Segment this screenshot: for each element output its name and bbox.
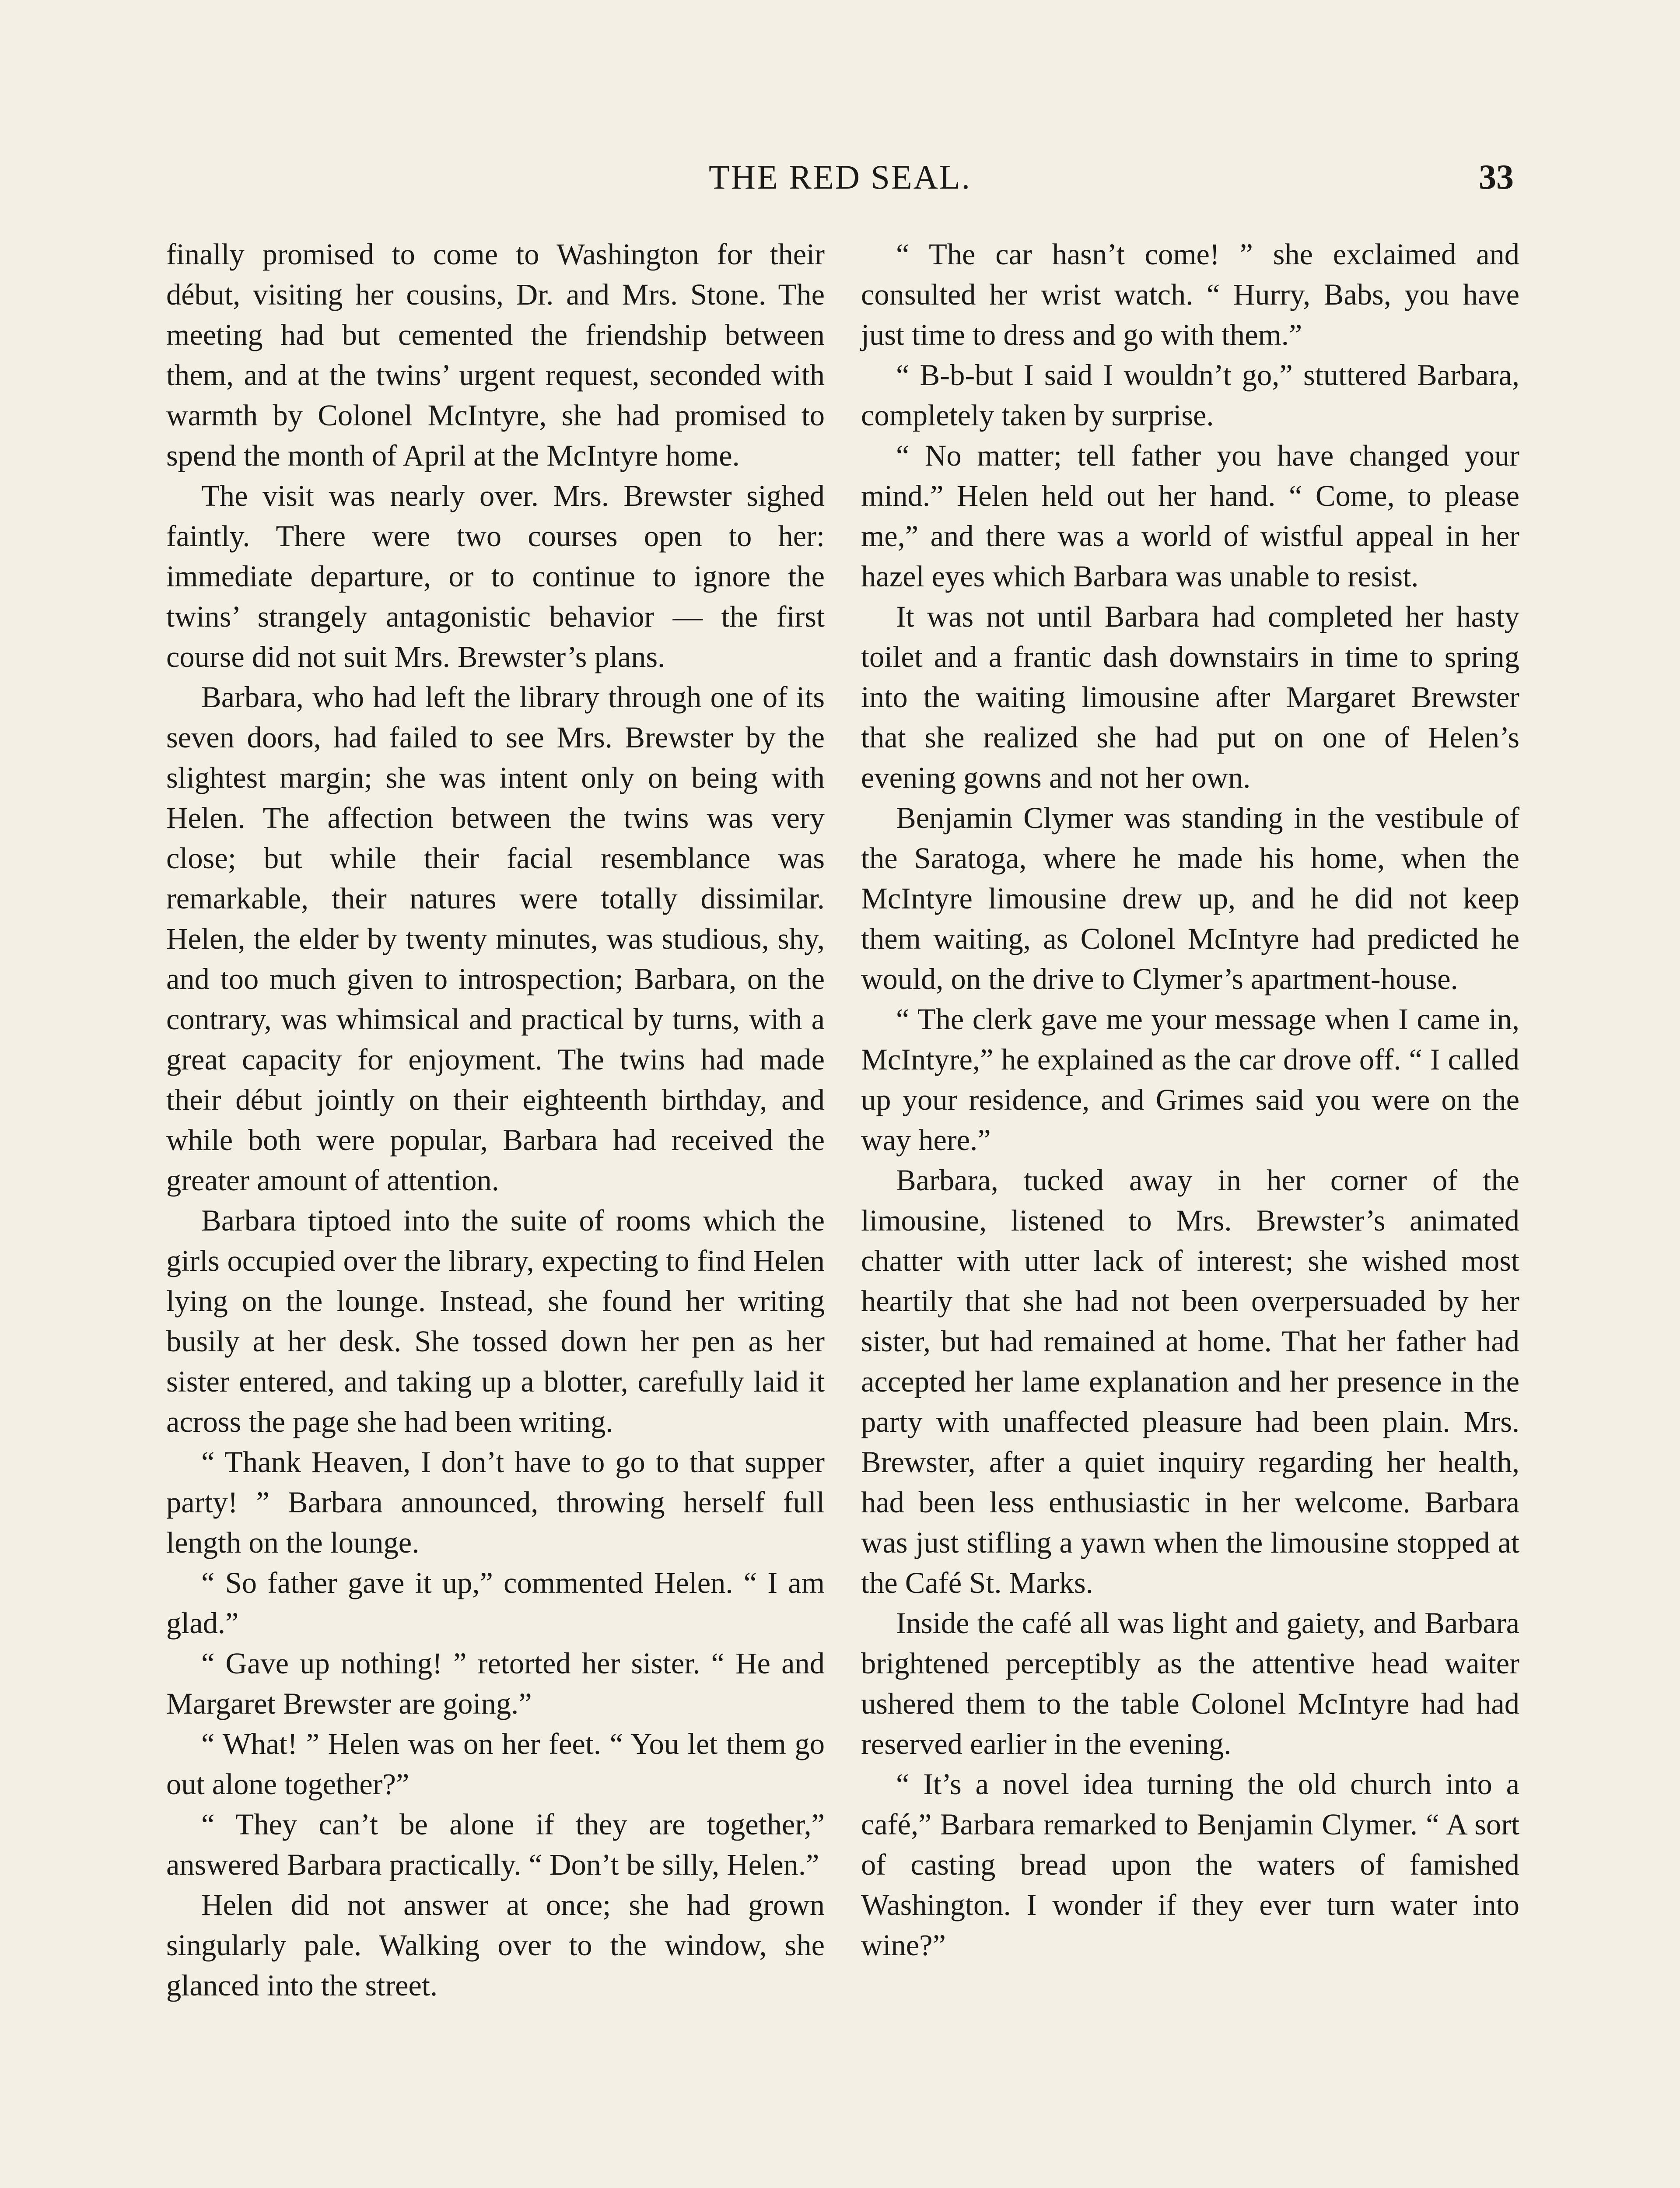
- paragraph: “ B-b-but I said I wouldn’t go,” stuttered Barbara, completely taken by surprise.: [861, 358, 1519, 432]
- paragraph: “ Thank Heaven, I don’t have to go to that supper party! ” Barbara announced, throwing herself full length on the lounge.: [166, 1445, 825, 1559]
- paragraph: The visit was nearly over. Mrs. Brewster sighed faintly. There were two courses open to her: immediate departure, or to continue to ignore the twins’ strangely antagonistic behavior — the first course did not suit Mrs. Brewster’s plans.: [166, 479, 825, 673]
- paragraph: “ No matter; tell father you have changed your mind.” Helen held out her hand. “ Come, to please me,” and there was a world of wistful appeal in her hazel eyes which Barbara was unable to resist.: [861, 439, 1519, 593]
- paragraph: “ They can’t be alone if they are together,” answered Barbara practically. “ Don’t be silly, Helen.”: [166, 1808, 825, 1881]
- paragraph: Barbara, tucked away in her corner of the limousine, listened to Mrs. Brewster’s animated chatter with utter lack of interest; she wished most heartily that she had not been overpersuaded by her sister, but had remained at home. That her father had accepted her lame explanation and her presence in the party with unaffected pleasure had been plain. Mrs. Brewster, after a quiet inquiry regarding her health, had been less enthusiastic in her welcome. Barbara was just stifling a yawn when the limousine stopped at the Café St. Marks.: [861, 1164, 1519, 1599]
- paragraph: “ It’s a novel idea turning the old church into a café,” Barbara remarked to Benjamin Clymer. “ A sort of casting bread upon the waters of famished Washington. I wonder if they ever turn water into wine?”: [861, 1767, 1519, 1962]
- paragraph: Barbara tiptoed into the suite of rooms which the girls occupied over the library, expecting to find Helen lying on the lounge. Instead, she found her writing busily at her desk. She tossed down her pen as her sister entered, and taking up a blotter, carefully laid it across the page she had been writing.: [166, 1204, 825, 1438]
- paragraph: “ The car hasn’t come! ” she exclaimed and consulted her wrist watch. “ Hurry, Babs, you have just time to dress and go with them.”: [861, 238, 1519, 351]
- right-column: [861, 234, 1519, 1965]
- running-head: [166, 158, 1514, 206]
- running-title: THE RED SEAL.: [708, 158, 972, 196]
- page-number: 33: [1479, 158, 1514, 196]
- paragraph: It was not until Barbara had completed her hasty toilet and a frantic dash downstairs in time to spring into the waiting limousine after Margaret Brewster that she realized she had put on one of Helen’s evening gowns and not her own.: [861, 600, 1519, 794]
- paragraph: Benjamin Clymer was standing in the vestibule of the Saratoga, where he made his home, when the McIntyre limousine drew up, and he did not keep them waiting, as Colonel McIntyre had predicted he would, on the drive to Clymer’s apartment-house.: [861, 801, 1519, 996]
- paragraph: “ Gave up nothing! ” retorted her sister. “ He and Margaret Brewster are going.”: [166, 1647, 825, 1720]
- paragraph: “ So father gave it up,” commented Helen. “ I am glad.”: [166, 1566, 825, 1640]
- left-column: [166, 234, 825, 2006]
- paragraph: Helen did not answer at once; she had grown singularly pale. Walking over to the window, she glanced into the street.: [166, 1888, 825, 2002]
- paragraph: “ The clerk gave me your message when I came in, McIntyre,” he explained as the car drove off. “ I called up your residence, and Grimes said you were on the way here.”: [861, 1003, 1519, 1157]
- paragraph: finally promised to come to Washington for their début, visiting her cousins, Dr. and Mrs. Stone. The meeting had but cemented the friendship between them, and at the twins’ urgent request, seconded with warmth by Colonel McIntyre, she had promised to spend the month of April at the McIntyre home.: [166, 238, 825, 472]
- paragraph: Inside the café all was light and gaiety, and Barbara brightened perceptibly as the attentive head waiter ushered them to the table Colonel McIntyre had had reserved earlier in the evening.: [861, 1606, 1519, 1760]
- paragraph: Barbara, who had left the library through one of its seven doors, had failed to see Mrs. Brewster by the slightest margin; she was intent only on being with Helen. The affection between the twins was very close; but while their facial resemblance was remarkable, their natures were totally dissimilar. Helen, the elder by twenty minutes, was studious, shy, and too much given to introspection; Barbara, on the contrary, was whimsical and practical by turns, with a great capacity for enjoyment. The twins had made their début jointly on their eighteenth birthday, and while both were popular, Barbara had received the greater amount of attention.: [166, 680, 825, 1197]
- paragraph: “ What! ” Helen was on her feet. “ You let them go out alone together?”: [166, 1727, 825, 1801]
